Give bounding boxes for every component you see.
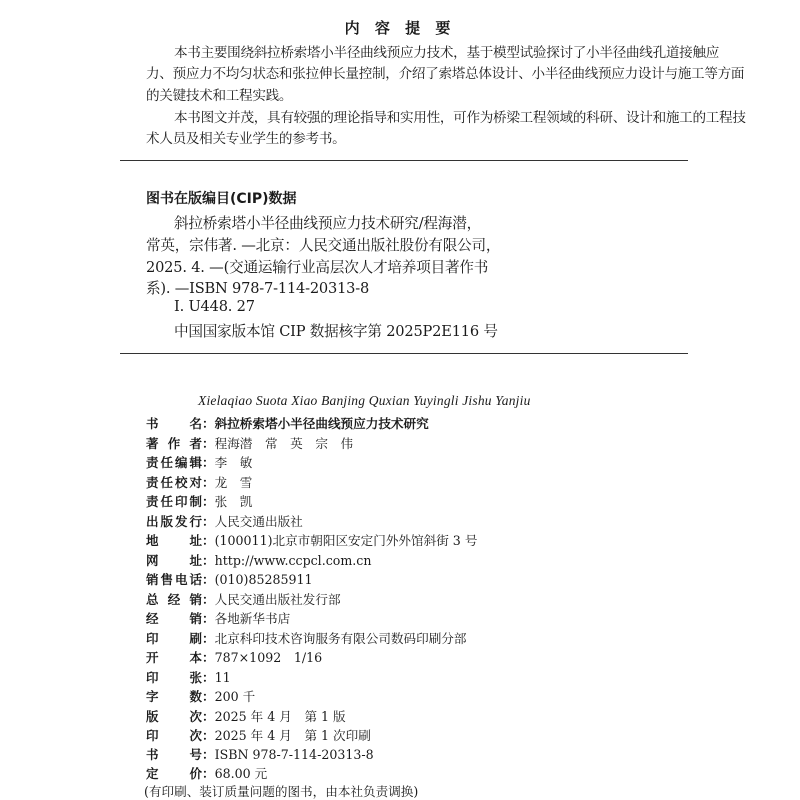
cip-line-2: 常英，宗伟著. —北京：人民交通出版社股份有限公司， [146,237,501,254]
info-colon: ： [202,689,215,704]
cip-line-1: 斜拉桥索塔小半径曲线预应力技术研究/程海潜， [174,215,481,232]
summary-line-3: 的关键技术和工程实践。 [146,88,293,104]
info-colon: ： [202,475,215,490]
info-colon: ： [202,650,215,665]
info-row-editor [146,452,252,472]
summary-divider [120,160,688,161]
cip-heading: 图书在版编目(CIP)数据 [146,191,297,207]
info-colon: ： [202,494,215,509]
cip-line-3: 2025. 4. —(交通运输行业高层次人才培养项目著作书 [146,259,489,276]
info-value: 68.00 元 [214,766,268,781]
summary-line-1: 本书主要围绕斜拉桥索塔小半径曲线预应力技术，基于模型试验探讨了小半径曲线孔道接触应 [174,45,720,61]
info-colon: ： [202,533,215,548]
info-row-printer [146,628,466,648]
info-label: 网址 [146,553,202,568]
info-row-website [146,550,371,570]
cip-line-6: 中国国家版本馆 CIP 数据核字第 2025P2E116 号 [174,323,498,340]
info-row-edition [146,706,346,726]
info-value: 各地新华书店 [214,611,291,626]
info-value: (100011)北京市朝阳区安定门外外馆斜街 3 号 [214,533,478,548]
summary-line-4: 本书图文并茂，具有较强的理论指导和实用性，可作为桥梁工程领域的科研、设计和施工的工程技 [174,110,746,126]
info-row-printing-supervisor [146,491,252,511]
cip-line-5: Ⅰ. U448. 27 [174,298,255,315]
info-value: ISBN 978-7-114-20313-8 [214,747,374,762]
info-colon: ： [202,572,215,587]
info-label: 版次 [146,709,202,724]
info-colon: ： [202,416,215,431]
info-value: 李 敏 [214,455,253,470]
info-row-sales-phone [146,569,313,589]
info-label: 责任编辑 [146,455,202,470]
info-value: 北京科印技术咨询服务有限公司数码印刷分部 [214,631,467,646]
info-label: 书号 [146,747,202,762]
info-label: 开本 [146,650,202,665]
info-colon: ： [202,766,215,781]
info-label: 著作者 [146,436,202,451]
info-value: 龙 雪 [214,475,253,490]
info-label: 出版发行 [146,514,202,529]
info-label: 印刷 [146,631,202,646]
info-value: 斜拉桥索塔小半径曲线预应力技术研究 [214,416,429,431]
info-row-distributor [146,608,290,628]
info-value: 2025 年 4 月 第 1 版 [214,709,346,724]
pinyin-title: Xielaqiao Suota Xiao Banjing Quxian Yuyingli Jishu Yanjiu [198,393,531,408]
info-colon: ： [202,670,215,685]
info-row-publisher [146,511,303,531]
cip-divider [120,353,688,354]
info-colon: ： [202,514,215,529]
info-value: 2025 年 4 月 第 1 次印刷 [214,728,371,743]
info-row-address [146,530,477,550]
info-colon: ： [202,455,215,470]
info-value: http://www.ccpcl.com.cn [214,553,372,568]
info-value: 11 [214,670,231,685]
info-row-impression [146,725,371,745]
info-value: 程海潜 常 英 宗 伟 [214,436,354,451]
info-value: 787×1092 1/16 [214,650,323,665]
summary-line-5: 术人员及相关专业学生的参考书。 [146,131,346,147]
info-colon: ： [202,611,215,626]
info-colon: ： [202,709,215,724]
info-label: 总经销 [146,592,202,607]
cip-line-4: 系). —ISBN 978-7-114-20313-8 [146,280,370,297]
info-label: 责任印制 [146,494,202,509]
info-row-author [146,433,353,453]
info-row-sheets [146,667,231,687]
info-label: 字数 [146,689,202,704]
info-row-word-count [146,686,255,706]
info-label: 地址 [146,533,202,548]
info-row-format [146,647,322,667]
info-row-general-distributor [146,589,341,609]
summary-title: 内 容 提 要 [344,19,456,37]
info-label: 经销 [146,611,202,626]
info-row-proofreader [146,472,252,492]
info-value: 人民交通出版社 [214,514,303,529]
info-value: (010)85285911 [214,572,313,587]
info-label: 定价 [146,766,202,781]
info-colon: ： [202,553,215,568]
info-value: 人民交通出版社发行部 [214,592,341,607]
info-label: 印张 [146,670,202,685]
footnote: (有印刷、装订质量问题的图书，由本社负责调换) [144,784,419,799]
info-row-isbn [146,744,374,764]
info-colon: ： [202,747,215,762]
info-value: 200 千 [214,689,256,704]
info-label: 责任校对 [146,475,202,490]
info-label: 书名 [146,416,202,431]
info-colon: ： [202,631,215,646]
info-row-title [146,413,429,433]
info-label: 印次 [146,728,202,743]
info-row-price [146,763,267,783]
info-colon: ： [202,728,215,743]
summary-line-2: 力、预应力不均匀状态和张拉伸长量控制，介绍了索塔总体设计、小半径曲线预应力设计与施工等方面 [146,66,745,82]
info-label: 销售电话 [146,572,202,587]
info-value: 张 凯 [214,494,253,509]
info-colon: ： [202,436,215,451]
info-colon: ： [202,592,215,607]
